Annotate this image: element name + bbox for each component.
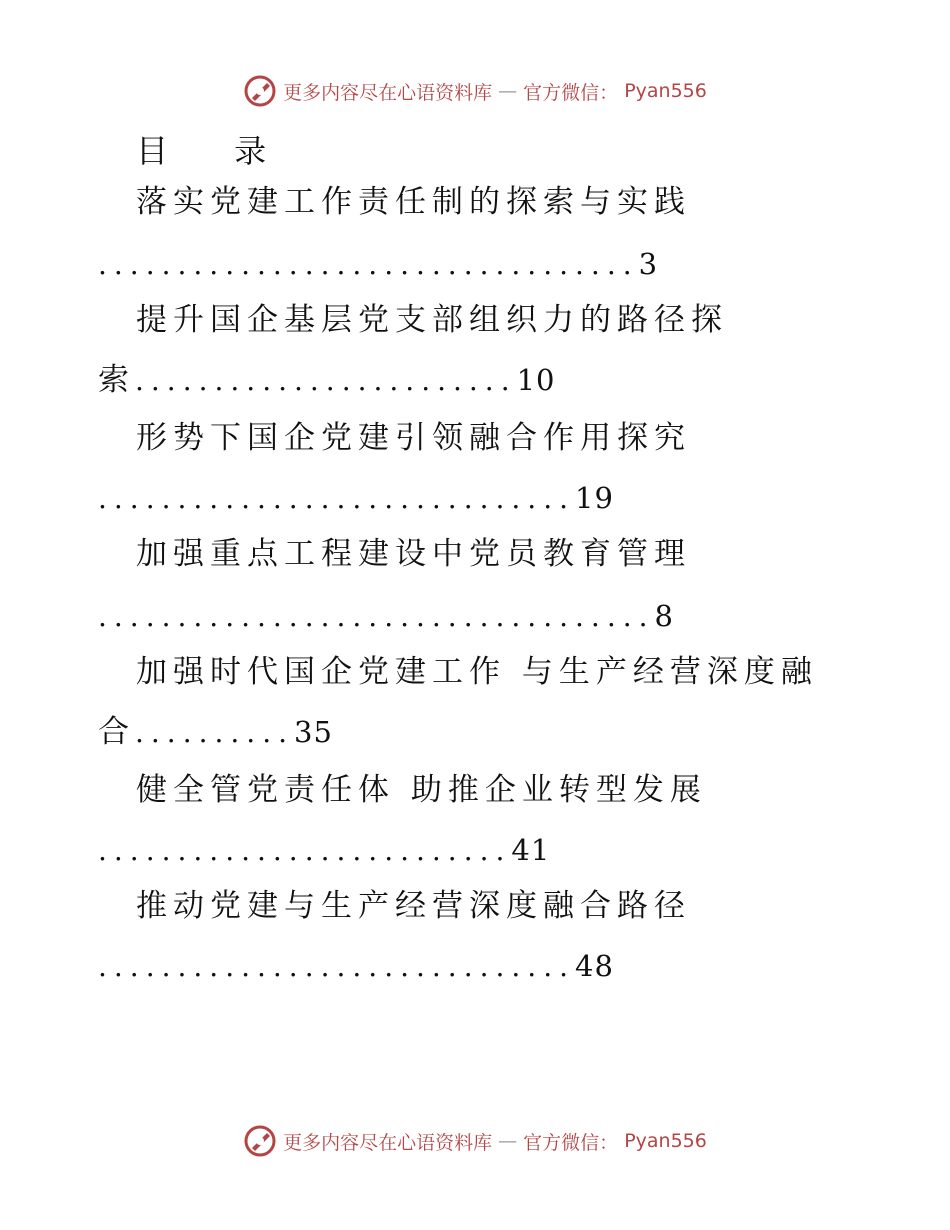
toc-entry-leader-line [98, 596, 674, 637]
toc-page-number: 8 [654, 599, 674, 633]
toc-entry-title: 加强时代国企党建工作 与生产经营深度融 [136, 654, 818, 690]
toc-title: 目 录 [136, 132, 295, 170]
watermark-account: Pyan556 [624, 80, 707, 102]
toc-entry-leader-line [98, 244, 658, 285]
toc-entry-title: 提升国企基层党支部组织力的路径探 [136, 302, 728, 338]
toc-entry-title: 落实党建工作责任制的探索与实践 [136, 184, 691, 220]
toc-page-number: 10 [516, 363, 556, 397]
watermark-text: 更多内容尽在心语资料库 [283, 81, 493, 104]
toc-leader: .......................... [98, 834, 512, 867]
toc-entry-leader-line [98, 946, 614, 987]
toc-leader: ........................ [135, 364, 517, 397]
watermark-account: Pyan556 [624, 1130, 707, 1152]
toc-leader: .............................. [98, 950, 576, 983]
quill-logo-icon [243, 1124, 277, 1158]
toc-leader: .............................. [98, 482, 576, 515]
toc-page-number: 35 [294, 715, 333, 749]
watermark-separator: — [498, 80, 518, 102]
toc-leader: ................................... [98, 600, 655, 633]
toc-entry-title: 健全管党责任体 助推企业转型发展 [136, 772, 707, 808]
watermark-separator: — [498, 1130, 518, 1152]
toc-entry-title-continued: 合 [98, 714, 135, 750]
toc-entry-leader-line [98, 478, 614, 519]
toc-page-number: 3 [638, 247, 659, 281]
toc-entry-leader-line [98, 712, 333, 753]
toc-leader: .................................. [98, 248, 639, 281]
toc-leader: .......... [135, 716, 295, 749]
watermark-text: 更多内容尽在心语资料库 [283, 1131, 493, 1154]
toc-page-number: 41 [511, 833, 551, 867]
toc-entry-title: 形势下国企党建引领融合作用探究 [136, 420, 691, 456]
toc-page-number: 48 [575, 949, 614, 983]
watermark-suffix: 官方微信： [523, 81, 619, 104]
header-watermark [0, 74, 950, 108]
toc-entry-title-continued: 索 [98, 362, 135, 398]
toc-entry-leader-line [98, 830, 550, 871]
quill-logo-icon [243, 74, 277, 108]
toc-entry-title: 推动党建与生产经营深度融合路径 [136, 888, 691, 924]
footer-watermark [0, 1124, 950, 1158]
toc-page-number: 19 [575, 481, 614, 515]
toc-entry-title: 加强重点工程建设中党员教育管理 [136, 536, 691, 572]
toc-entry-leader-line [98, 360, 556, 401]
watermark-suffix: 官方微信： [523, 1131, 619, 1154]
